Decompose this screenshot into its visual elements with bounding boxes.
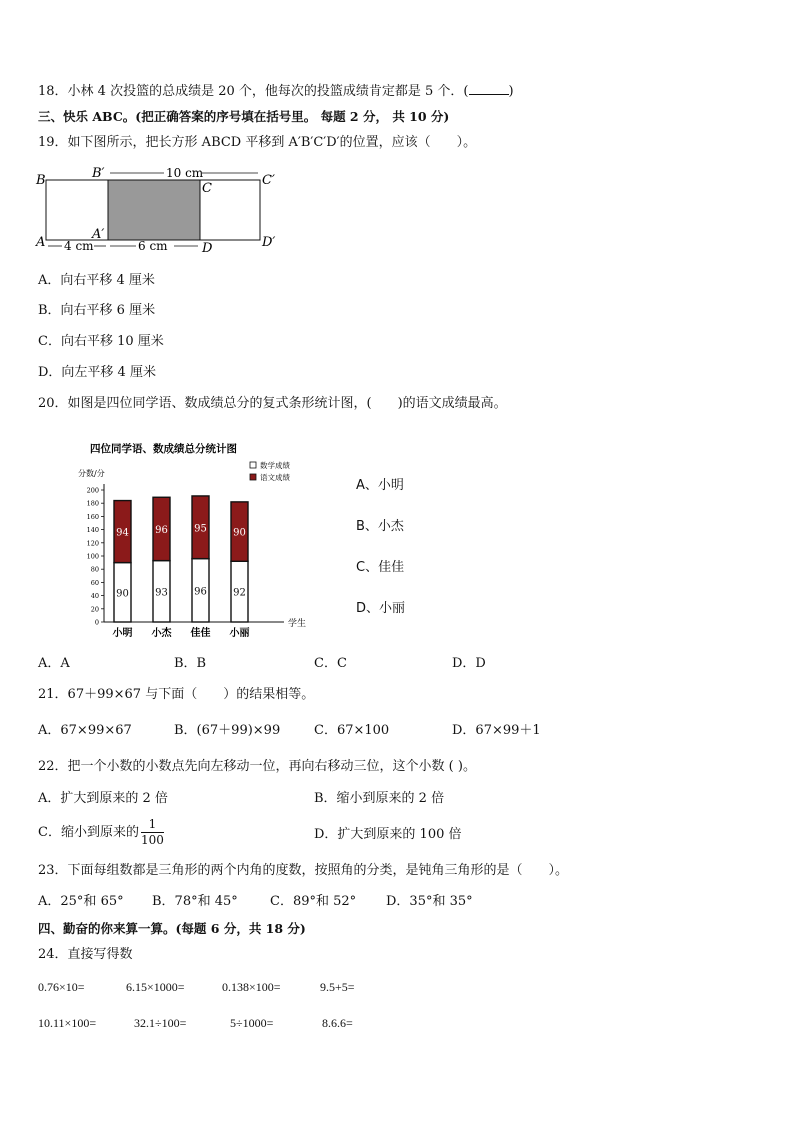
dim-mid: 6 cm	[138, 239, 168, 253]
y-tick-label: 160	[86, 512, 99, 521]
q22-option-a[interactable]: A．扩大到原来的 2 倍	[38, 791, 168, 806]
question-18-close: )	[508, 84, 514, 99]
q23-option-d[interactable]: D．35°和 35°	[386, 894, 473, 909]
q20-option-b[interactable]: B．B	[174, 656, 207, 671]
y-tick-label: 0	[94, 618, 99, 627]
label-A-prime: A′	[92, 227, 105, 242]
q23-option-c[interactable]: C．89°和 52°	[270, 894, 357, 909]
question-20-stem: 20．如图是四位同学语、数成绩总分的复式条形统计图，( )的语文成绩最高。	[38, 396, 507, 411]
bar-chart	[78, 440, 328, 640]
q21-option-a[interactable]: A．67×99×67	[38, 723, 132, 738]
q21-option-c[interactable]: C．67×100	[314, 723, 390, 738]
q19-option-c[interactable]: C．向右平移 10 厘米	[38, 334, 164, 349]
question-22-stem: 22．把一个小数的小数点先向左移动一位，再向右移动三位，这个小数 ( )。	[38, 759, 476, 774]
chart-label-d: D、小丽	[356, 601, 406, 616]
calc-item[interactable]: 9.5+5=	[320, 980, 355, 994]
label-A: A	[36, 235, 46, 250]
q22-option-b[interactable]: B．缩小到原来的 2 倍	[314, 791, 445, 806]
fraction	[141, 817, 164, 848]
fraction-numerator: 1	[141, 817, 164, 833]
data-label: 90	[233, 527, 246, 539]
label-D: D	[202, 241, 213, 254]
section-4-heading: 四、勤奋的你来算一算。(每题 6 分，共 18 分)	[38, 921, 306, 936]
x-tick-label: 小杰	[151, 628, 172, 639]
q22-option-c[interactable]	[38, 816, 164, 850]
dim-top: 10 cm	[166, 166, 204, 180]
calc-item[interactable]: 0.76×10=	[38, 980, 85, 994]
dim-left: 4 cm	[64, 239, 94, 253]
question-23-stem: 23．下面每组数都是三角形的两个内角的度数，按照角的分类，是钝角三角形的是（ ）。	[38, 863, 569, 878]
q19-option-a[interactable]: A．向右平移 4 厘米	[38, 273, 155, 288]
data-label: 96	[155, 524, 168, 536]
y-tick-label: 180	[86, 499, 99, 508]
legend-swatch	[250, 474, 256, 480]
q21-option-b[interactable]: B．(67＋99)×99	[174, 723, 281, 738]
translation-figure	[34, 164, 304, 254]
q21-option-d[interactable]: D．67×99＋1	[452, 723, 541, 738]
q22-option-c-prefix: C．缩小到原来的	[38, 825, 139, 840]
label-D-prime: D′	[262, 235, 276, 250]
answer-blank[interactable]	[469, 82, 509, 95]
x-axis-label: 学生	[288, 619, 307, 629]
y-tick-label: 200	[86, 486, 99, 495]
chart-label-b: B、小杰	[356, 519, 404, 534]
data-label: 93	[155, 587, 168, 599]
y-tick-label: 20	[90, 605, 99, 614]
y-tick-label: 140	[86, 526, 99, 535]
label-C-prime: C′	[262, 173, 275, 188]
calc-item[interactable]: 10.11×100=	[38, 1016, 97, 1030]
legend-label: 数学成绩	[260, 461, 290, 470]
q22-option-d[interactable]: D．扩大到原来的 100 倍	[314, 827, 462, 842]
chart-label-c: C、佳佳	[356, 560, 405, 575]
q23-option-a[interactable]: A．25°和 65°	[38, 894, 124, 909]
calc-item[interactable]: 5÷1000=	[230, 1016, 274, 1030]
fraction-denominator: 100	[140, 833, 164, 847]
q20-option-a[interactable]: A．A	[38, 656, 70, 671]
data-label: 95	[194, 523, 207, 535]
q20-option-d[interactable]: D．D	[452, 656, 486, 671]
q20-option-c[interactable]: C．C	[314, 656, 347, 671]
question-18-text: 18．小林 4 次投篮的总成绩是 20 个，他每次的投篮成绩肯定都是 5 个．(	[38, 84, 469, 99]
label-C: C	[202, 181, 212, 196]
x-tick-label: 小丽	[229, 628, 250, 639]
chart-title: 四位同学语、数成绩总分统计图	[90, 443, 237, 455]
x-tick-label: 小明	[112, 628, 133, 639]
label-B: B	[36, 173, 46, 188]
question-21-stem: 21．67＋99×67 与下面（ ）的结果相等。	[38, 687, 315, 702]
q19-option-b[interactable]: B．向右平移 6 厘米	[38, 303, 156, 318]
data-label: 96	[194, 586, 207, 598]
y-axis-label: 分数/分	[78, 469, 105, 478]
data-label: 90	[116, 588, 129, 600]
data-label: 94	[116, 527, 129, 539]
calc-item[interactable]: 32.1÷100=	[134, 1016, 187, 1030]
calc-item[interactable]: 8.6.6=	[322, 1016, 353, 1030]
y-tick-label: 60	[90, 578, 99, 587]
section-3-heading: 三、快乐 ABC。(把正确答案的序号填在括号里。 每题 2 分， 共 10 分)	[38, 109, 450, 124]
question-24-stem: 24．直接写得数	[38, 947, 133, 962]
q19-option-d[interactable]: D．向左平移 4 厘米	[38, 365, 156, 380]
data-label: 92	[233, 587, 246, 599]
x-tick-label: 佳佳	[190, 628, 211, 639]
y-tick-label: 40	[90, 592, 99, 601]
chart-label-a: A、小明	[356, 478, 404, 493]
legend-swatch	[250, 462, 256, 468]
question-19-stem: 19．如下图所示，把长方形 ABCD 平移到 A′B′C′D′的位置，应该（ ）。	[38, 135, 477, 150]
calc-item[interactable]: 0.138×100=	[222, 980, 281, 994]
legend-label: 语文成绩	[260, 473, 290, 482]
y-tick-label: 120	[86, 539, 99, 548]
shaded-rectangle	[108, 180, 200, 240]
question-18	[38, 82, 514, 101]
y-tick-label: 80	[90, 565, 99, 574]
y-tick-label: 100	[86, 552, 99, 561]
calc-item[interactable]: 6.15×1000=	[126, 980, 185, 994]
label-B-prime: B′	[92, 166, 105, 181]
q23-option-b[interactable]: B．78°和 45°	[152, 894, 238, 909]
